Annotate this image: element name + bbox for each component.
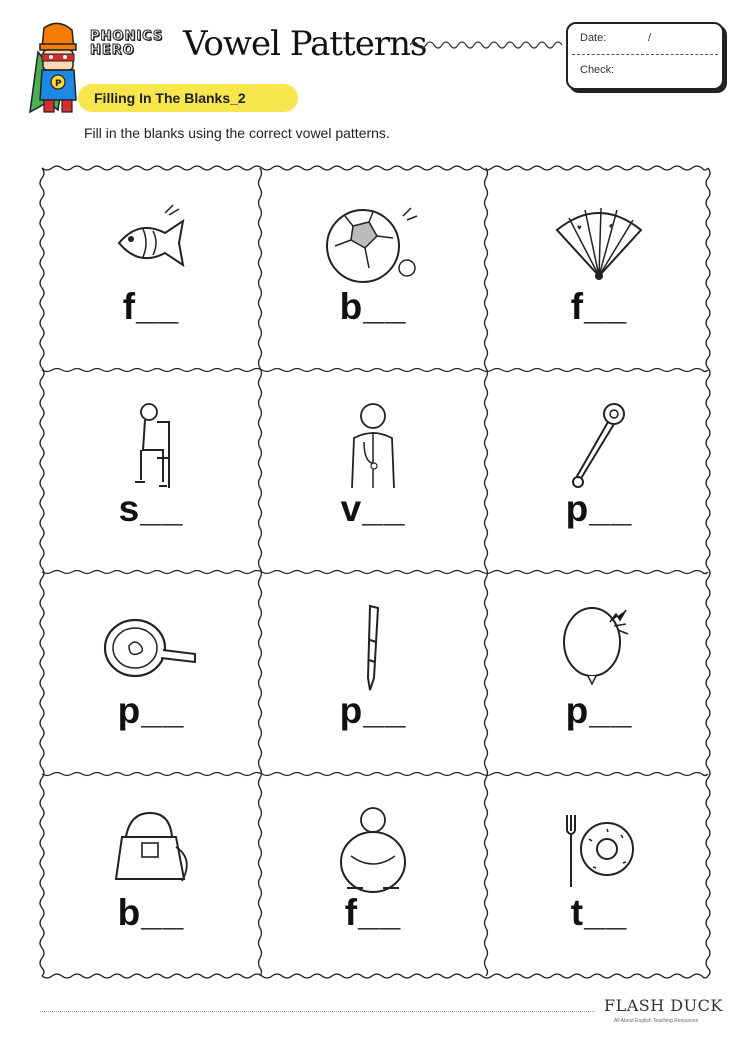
bag-icon bbox=[42, 794, 260, 904]
svg-text:♥: ♥ bbox=[577, 223, 582, 232]
flashcard bbox=[260, 572, 486, 776]
brand-line-1: PHONICS bbox=[90, 29, 164, 44]
title-squiggle-divider bbox=[410, 37, 568, 53]
flashcard bbox=[486, 168, 712, 372]
word-prompt: b__ bbox=[117, 892, 185, 933]
fan-icon bbox=[486, 188, 712, 298]
flashcard bbox=[486, 774, 712, 978]
fish-icon bbox=[42, 188, 260, 298]
flashcard bbox=[260, 370, 486, 574]
flashcard bbox=[42, 168, 260, 372]
donut-and-fork-icon bbox=[486, 794, 712, 904]
frying-pan-icon bbox=[42, 592, 260, 702]
vet-icon bbox=[260, 390, 486, 500]
worksheet-header bbox=[0, 0, 748, 160]
instruction-text: Fill in the blanks using the correct vowel patterns. bbox=[84, 125, 390, 141]
popped-balloon-icon bbox=[486, 592, 712, 702]
word-prompt: p__ bbox=[565, 488, 633, 529]
date-divider bbox=[572, 54, 718, 55]
word-prompt: f__ bbox=[570, 286, 628, 327]
flashcard bbox=[486, 370, 712, 574]
date-separator: / bbox=[648, 32, 652, 44]
pen-icon bbox=[260, 592, 486, 702]
subtitle-badge bbox=[78, 84, 298, 112]
word-prompt: f__ bbox=[122, 286, 180, 327]
flashcard bbox=[42, 370, 260, 574]
word-prompt: b__ bbox=[339, 286, 407, 327]
date-label: Date: bbox=[580, 32, 607, 44]
word-prompt: p__ bbox=[339, 690, 407, 731]
word-prompt: f__ bbox=[344, 892, 402, 933]
flashcard bbox=[42, 572, 260, 776]
word-prompt: s__ bbox=[118, 488, 184, 529]
word-prompt: p__ bbox=[117, 690, 185, 731]
flashcard bbox=[260, 168, 486, 372]
flash-duck-logo bbox=[604, 996, 723, 1015]
word-prompt: p__ bbox=[565, 690, 633, 731]
word-prompt: v__ bbox=[340, 488, 406, 529]
svg-text:♠: ♠ bbox=[609, 221, 614, 230]
brand-line-2: HERO bbox=[90, 43, 135, 58]
flashcard-grid bbox=[34, 160, 716, 984]
flashcard bbox=[42, 774, 260, 978]
check-label: Check: bbox=[580, 64, 615, 76]
safety-pin-icon bbox=[486, 390, 712, 500]
flashcard bbox=[260, 774, 486, 978]
page-title: Vowel Patterns bbox=[183, 24, 427, 64]
word-prompt: t__ bbox=[570, 892, 628, 933]
sitting-person-icon bbox=[42, 390, 260, 500]
fat-person-icon bbox=[260, 794, 486, 904]
svg-text:P: P bbox=[55, 79, 62, 89]
flashcard bbox=[486, 572, 712, 776]
footer-tagline: All About English Teaching Resources bbox=[614, 1018, 699, 1024]
footer-brand-text: FLASH DUCK bbox=[604, 996, 723, 1015]
footer-divider bbox=[40, 1011, 595, 1012]
subtitle-text: Filling In The Blanks_2 bbox=[94, 90, 246, 106]
phonics-hero-logo bbox=[90, 30, 163, 58]
date-check-box bbox=[566, 22, 724, 90]
ball-icon bbox=[260, 188, 486, 298]
